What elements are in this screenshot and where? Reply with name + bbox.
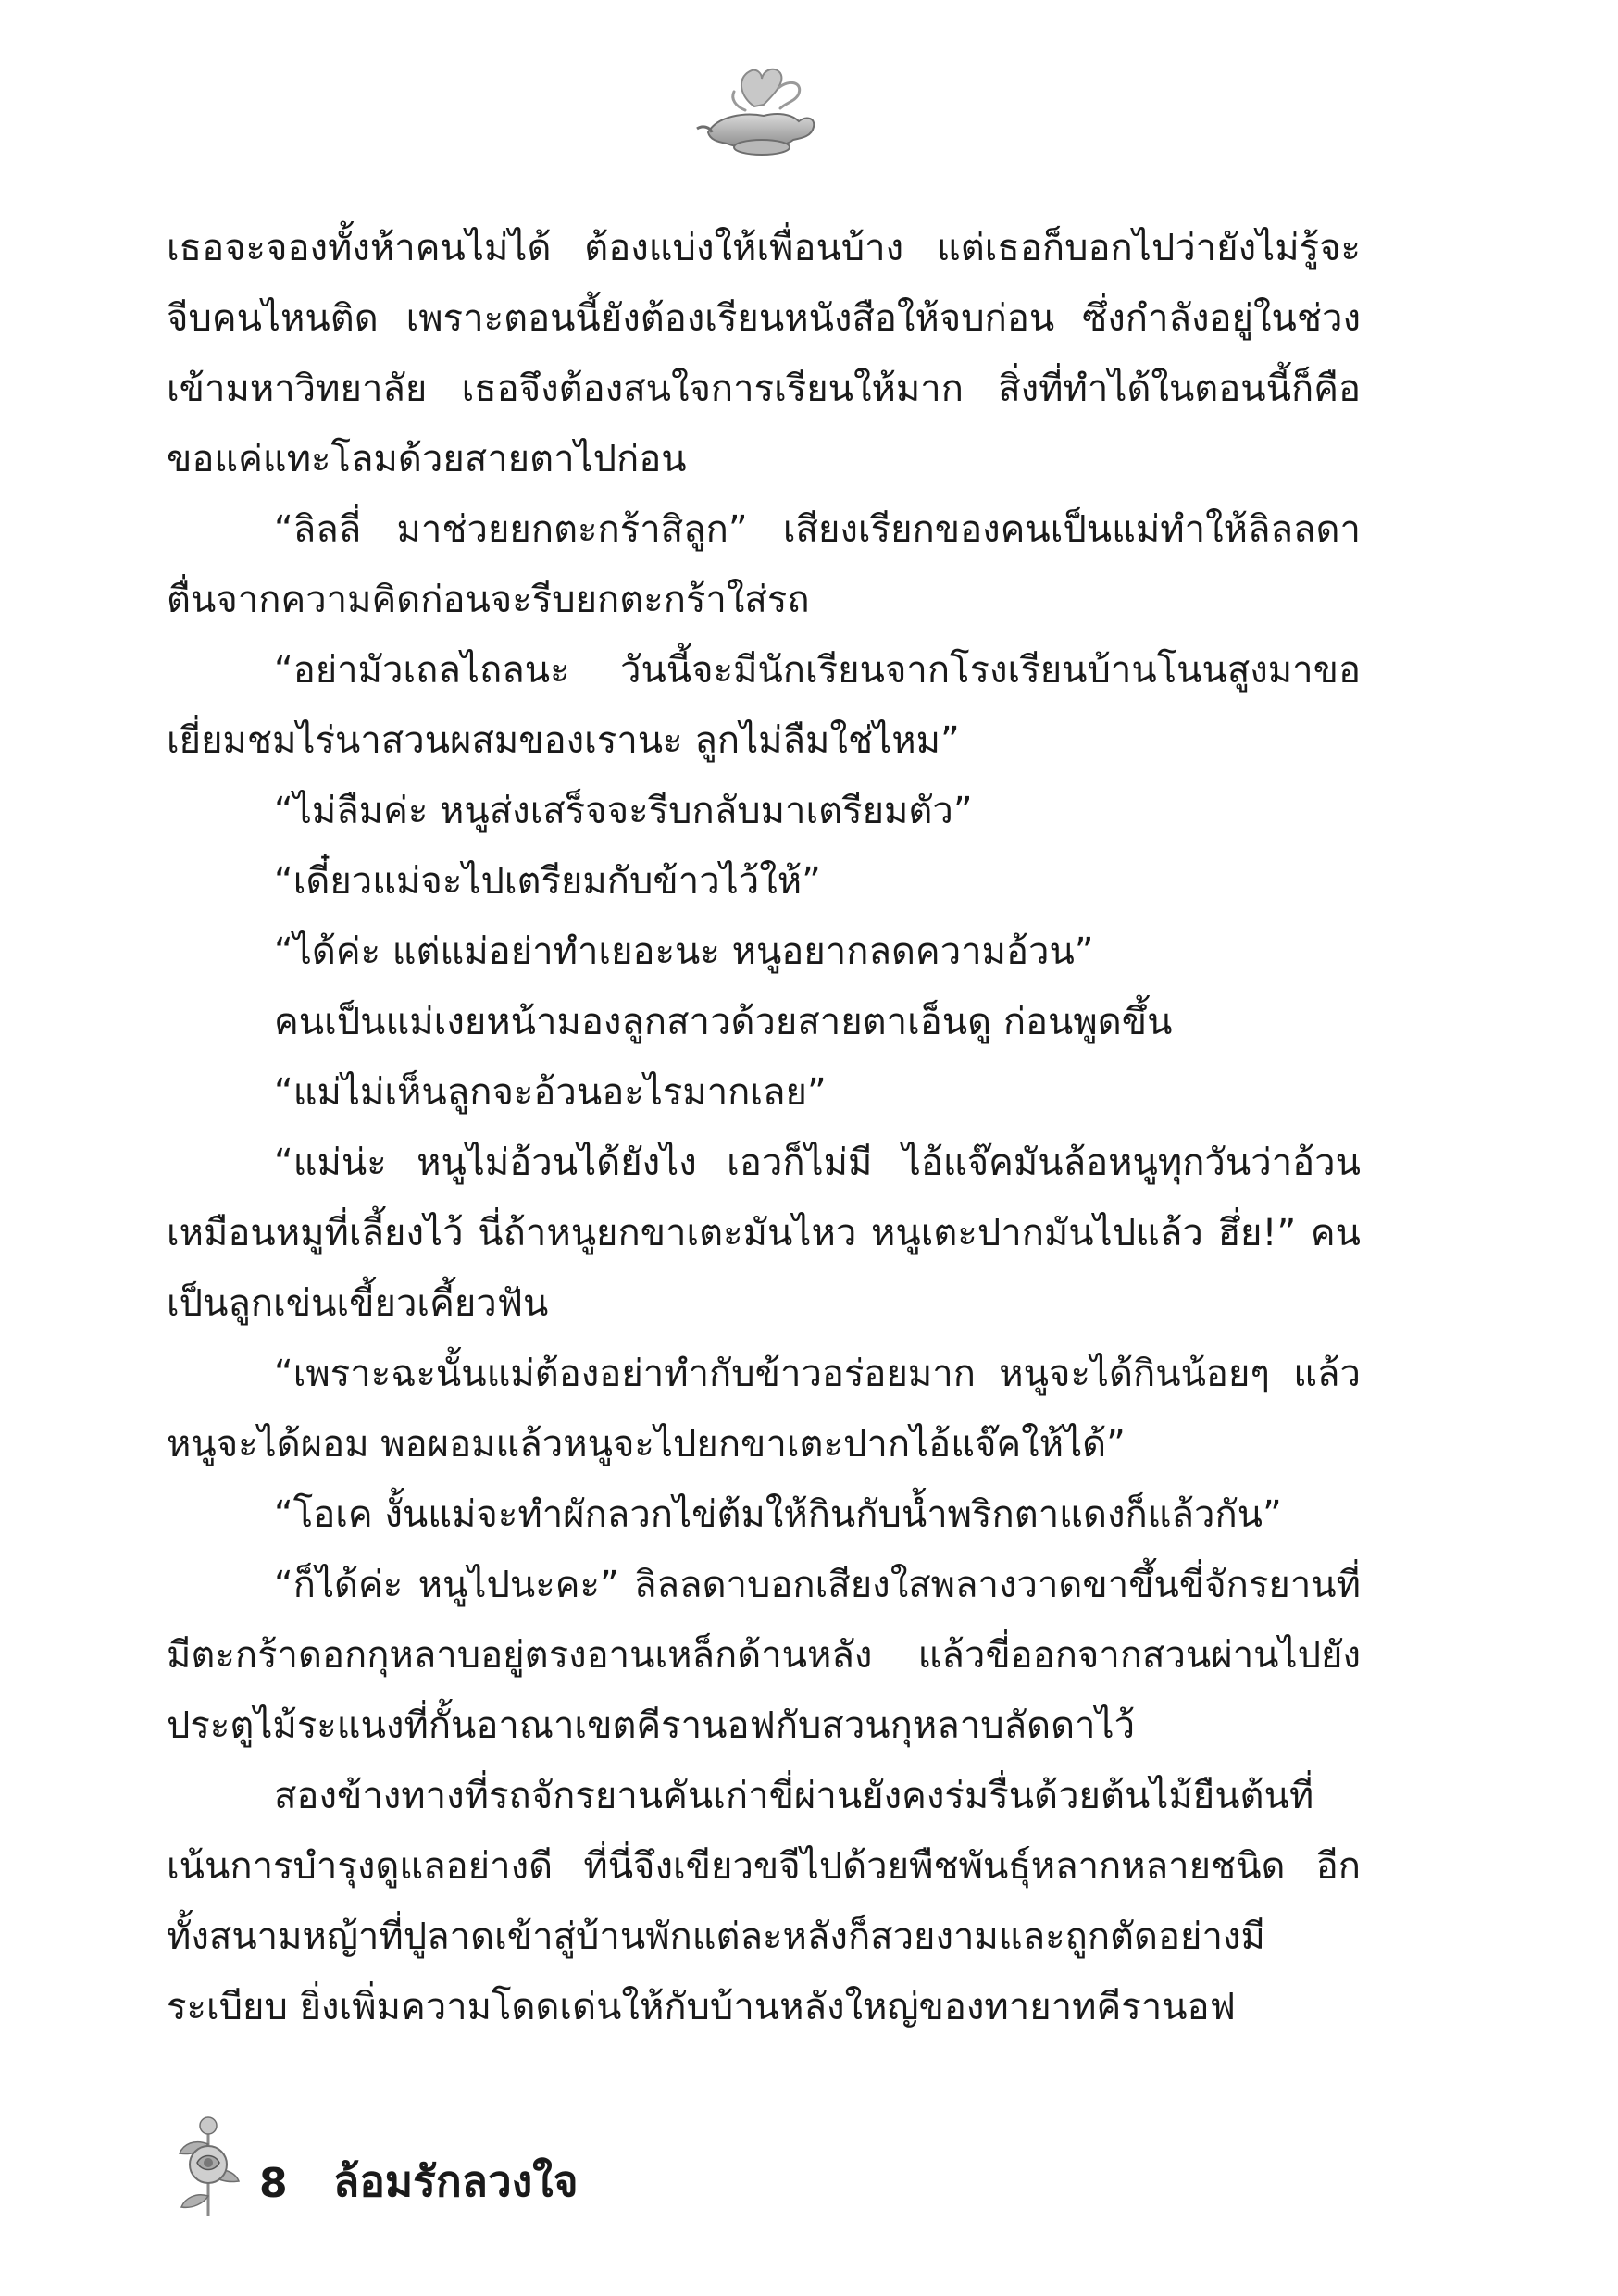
paragraph: “แม่น่ะ หนูไม่อ้วนได้ยังไง เอวก็ไม่มี ไอ้แจ๊คมันล้อหนูทุกวันว่าอ้วนเหมือนหมูที่เลี้ยงไว้ นี่ถ้าหนูยกขาเตะมันไหว หนูเตะปากมันไปแล้ว ฮึ่ย!” คนเป็นลูกเข่นเขี้ยวเคี้ยวฟัน — [167, 1142, 1361, 1325]
paragraph: “เพราะฉะนั้นแม่ต้องอย่าทำกับข้าวอร่อยมาก หนูจะได้กินน้อยๆ แล้วหนูจะได้ผอม พอผอมแล้วหนูจะไปยกขาเตะปากไอ้แจ๊คให้ได้” — [167, 1353, 1361, 1466]
paragraph: “ได้ค่ะ แต่แม่อย่าทำเยอะนะ หนูอยากลดความอ้วน” — [274, 930, 1094, 973]
paragraph: “เดี๋ยวแม่จะไปเตรียมกับข้าวไว้ให้” — [274, 860, 821, 903]
paragraph: “ลิลลี่ มาช่วยยกตะกร้าสิลูก” เสียงเรียกของคนเป็นแม่ทำให้ลิลลดาตื่นจากความคิดก่อนจะรีบยกตะกร้าใส่รถ — [167, 508, 1361, 621]
page-footer — [167, 2107, 815, 2227]
rose-ornament-icon — [167, 2107, 250, 2227]
paragraph: “อย่ามัวเถลไถลนะ วันนี้จะมีนักเรียนจากโรงเรียนบ้านโนนสูงมาขอเยี่ยมชมไร่นาสวนผสมของเรานะ ลูกไม่ลืมใช่ไหม” — [167, 649, 1361, 762]
paragraph: สองข้างทางที่รถจักรยานคันเก่าขี่ผ่านยังคงร่มรื่นด้วยต้นไม้ยืนต้นที่เน้นการบำรุงดูแลอย่างดี ที่นี่จึงเขียวขจีไปด้วยพืชพันธุ์หลากหลายชนิด อีกทั้งสนามหญ้าที่ปูลาดเข้าสู่บ้านพักแต่ละหลังก็สวยงามและถูกตัดอย่างมีระเบียบ ยิ่งเพิ่มความโดดเด่นให้กับบ้านหลังใหญ่ของทายาทคีรานอฟ — [167, 1775, 1361, 2028]
book-title: ล้อมรักลวงใจ — [333, 2156, 579, 2206]
magic-lamp-ornament-icon — [690, 51, 828, 162]
page-number: 8 — [259, 2160, 288, 2207]
paragraph: “แม่ไม่เห็นลูกจะอ้วนอะไรมากเลย” — [274, 1071, 827, 1114]
paragraph: คนเป็นแม่เงยหน้ามองลูกสาวด้วยสายตาเอ็นดู ก่อนพูดขึ้น — [274, 1001, 1173, 1043]
paragraph: “ไม่ลืมค่ะ หนูส่งเสร็จจะรีบกลับมาเตรียมตัว” — [274, 790, 973, 832]
paragraph: “ก็ได้ค่ะ หนูไปนะคะ” ลิลลดาบอกเสียงใสพลางวาดขาขึ้นขี่จักรยานที่มีตะกร้าดอกกุหลาบอยู่ตรงอานเหล็กด้านหลัง แล้วขี่ออกจากสวนผ่านไปยังประตูไม้ระแนงที่กั้นอาณาเขตคีรานอฟกับสวนกุหลาบลัดดาไว้ — [167, 1564, 1361, 1747]
paragraph: “โอเค งั้นแม่จะทำผักลวกไข่ต้มให้กินกับน้ำพริกตาแดงก็แล้วกัน” — [274, 1493, 1282, 1536]
page-body-text — [167, 213, 1361, 2042]
paragraph: เธอจะจองทั้งห้าคนไม่ได้ ต้องแบ่งให้เพื่อนบ้าง แต่เธอก็บอกไปว่ายังไม่รู้จะจีบคนไหนติด เพราะตอนนี้ยังต้องเรียนหนังสือให้จบก่อน ซึ่งกำลังอยู่ในช่วงเข้ามหาวิทยาลัย เธอจึงต้องสนใจการเรียนให้มาก สิ่งที่ทำได้ในตอนนี้ก็คือ ขอแค่แทะโลมด้วยสายตาไปก่อน — [167, 227, 1361, 480]
